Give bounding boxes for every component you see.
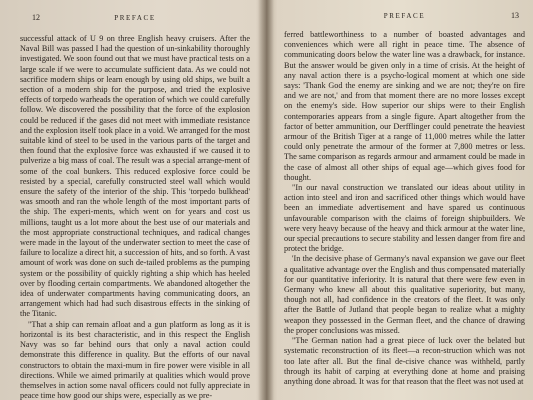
paragraph: "In our naval construction we translated our ideas about utility in action into steel and iron and sacrificed other things which would have been an immediate advertisement and have spared us continuous unfavourable comparison with the claims of foreign shipbuilders. We were very heavy because of the heavy and thick armour at the water line, our special precautions to secure stability and lessen danger from fire and protect the bridge. [284, 183, 525, 254]
right-running-head [284, 11, 525, 25]
right-running-title: PREFACE [383, 12, 426, 20]
left-page [0, 0, 262, 400]
right-page-number: 13 [511, 11, 519, 20]
paragraph: "The German nation had a great piece of luck over the belated but systematic reconstruction of its fleet—a recon-struction which was not too late after all. But the final de-cisive chance was withheld, partly through its habit of carping at everything done at home and praising anything done abroad. It was for that reason that the fleet was not used at [284, 336, 525, 386]
left-running-title: PREFACE [114, 14, 156, 22]
right-page [270, 0, 533, 400]
paragraph: 'In the decisive phase of Germany's naval expansion we gave our fleet a qualitative advantage over the English and thus compensated materially for our quantitative inferiority. It is natural that there were few even in Germany who knew all about this qualitative superiority, but many, though not all, had confidence in the creators of the fleet. It was only after the Battle of Jutland that people began to realize what a mighty weapon they possessed in the German fleet, and the chance of drawing the proper conclusions was missed. [284, 254, 525, 335]
paragraph: ferred battleworthiness to a number of boasted advantages and conveniences which were all right in peace time. The absence of communicating doors below the water line was a drawback, for instance. But the answer would be given only in a time of crisis. At the height of any naval action there is a psycho-logical moment at which one side says: 'Thank God the enemy are sinking and we are not; they're on fire and we are not,' and from that moment there are no more losses except on the enemy's side. How superior our ships were to their English contemporaries appears from a single figure. Apart altogether from the factor of better ammunition, our Derfflinger could penetrate the heaviest armour of the British Tiger at a range of 11,000 metres while the latter could only penetrate the armour of the former at 7,800 metres or less. The same comparison as regards armour and armament could be made in the case of almost all other ships of equal age—which gives food for thought. [284, 30, 525, 182]
paragraph: successful attack of U 9 on three English heavy cruisers. After the Naval Bill was passed I had the question of un-sinkability thoroughly investigated. We soon found out that we must have practical tests on a large scale if we were to accumulate sufficient data. As we could not sacrifice modern ships or learn enough by using old ships, we built a section of a modern ship for the purpose, and tried the explosive effects of torpedo warheads the operation of which we could carefully follow. We discovered the possibility that the force of the explosion could be reduced if the gases did not meet with immediate resistance and the explosion itself took place in a void. We arranged for the most suitable kind of steel to be used in the various parts of the target and then found that the explosive force was exhausted if we caused it to pulverize a big mass of coal. The result was a special arrange-ment of some of the coal bunkers. This reduced explosive force could be resisted by a special, carefully constructed steel wall which would ensure the safety of the interior of the ship. This 'torpedo bulkhead' was smooth and ran the whole length of the most important parts of the ship. The experi-ments, which went on for years and cost us millions, taught us a lot more about the best use of our materials and the most appropriate constructional techniques, and radical changes were made in the layout of the underwater section to meet the case of failure to localize a direct hit, a succession of hits, and so forth. A vast amount of work was done on such de-tailed problems as the pumping system or the possibility of quickly righting a ship which has heeled over by flooding certain compartments. We abandoned altogether the idea of underwater compartments having communicating doors, an arrangement which had had such disastrous effects in the sinking of the Titanic. [20, 34, 250, 319]
left-page-number: 12 [32, 13, 40, 22]
paragraph: "That a ship can remain afloat and a gun platform as long as it is horizontal is its best characteristic, and in this respect the English Navy was so far behind ours that only a naval action could demonstrate this difference in quality. But the efforts of our naval constructors to obtain the maxi-mum in fire power were visible in all directions. While we aimed primarily at qualities which would prove themselves in action some naval officers could not fully appreciate in peace time how good our ships were, especially as we pre- [20, 319, 250, 400]
left-running-head [20, 13, 250, 27]
right-page-text [284, 30, 525, 387]
left-page-text [20, 34, 250, 400]
